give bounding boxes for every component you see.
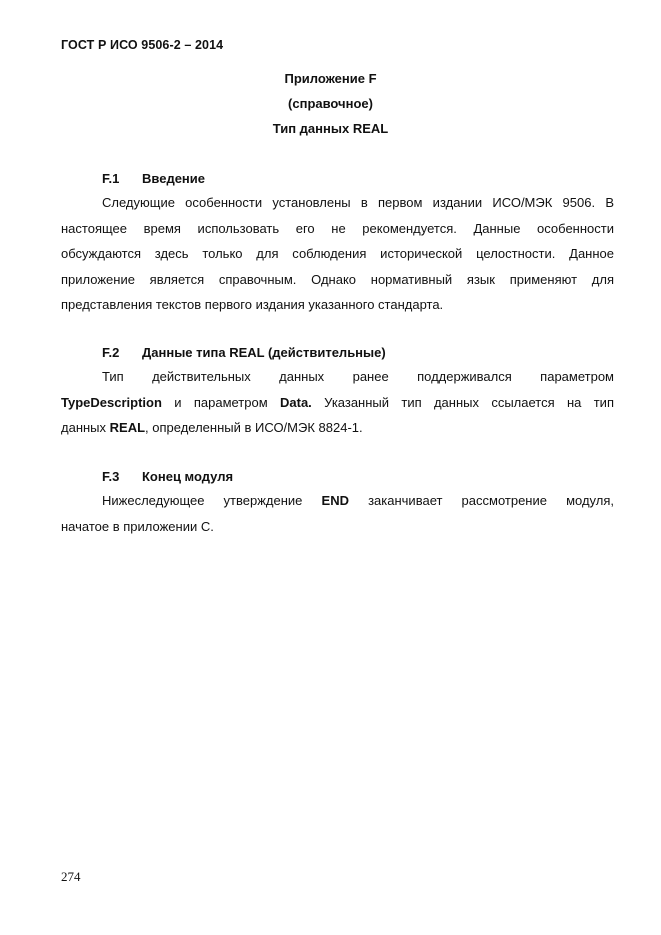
page-number: 274 xyxy=(61,869,81,884)
text-run: Указанный тип данных ссылается на тип xyxy=(311,394,614,410)
text-run: , определенный в ИСО/МЭК 8824-1. xyxy=(145,420,363,436)
bold-term: TypeDescription xyxy=(61,394,162,410)
bold-term: END xyxy=(321,493,349,508)
paragraph-line: настоящее время использовать его не рекомендуется. Данные особенности xyxy=(61,220,614,236)
section-number: F.1 xyxy=(102,171,120,186)
section-f2-paragraph xyxy=(61,364,614,441)
text-run: данных xyxy=(61,420,110,436)
section-heading-f2 xyxy=(102,345,386,360)
paragraph-line: обсуждаются здесь только для соблюдения исторической целостности. Данное xyxy=(61,246,614,262)
section-heading-f1 xyxy=(102,171,205,186)
document-header: ГОСТ Р ИСО 9506-2 – 2014 xyxy=(61,38,224,52)
section-f1-paragraph xyxy=(61,190,614,318)
annex-title: Приложение F xyxy=(284,71,377,86)
section-heading-f3 xyxy=(102,469,233,484)
paragraph-line: Тип действительных данных ранее поддерживался параметром xyxy=(102,369,614,384)
text-run: Нижеследующее утверждение xyxy=(102,493,322,508)
text-run: заканчивает рассмотрение модуля, xyxy=(348,493,614,508)
paragraph-line xyxy=(61,390,614,416)
section-number: F.2 xyxy=(102,345,120,360)
section-number: F.3 xyxy=(102,469,120,484)
section-f3-paragraph xyxy=(61,488,614,539)
paragraph-line: представления текстов первого издания указанного стандарта. xyxy=(61,297,444,313)
bold-term: Data. xyxy=(280,394,312,410)
section-title: Данные типа REAL (действительные) xyxy=(142,345,386,360)
section-title: Введение xyxy=(142,171,205,186)
annex-name: Тип данных REAL xyxy=(272,121,389,136)
paragraph-line: Следующие особенности установлены в первом издании ИСО/МЭК 9506. В xyxy=(102,195,614,210)
paragraph-line xyxy=(61,415,614,441)
text-run: и параметром xyxy=(161,394,280,410)
paragraph-line: приложение является справочным. Однако нормативный язык применяют для xyxy=(61,271,614,287)
paragraph-line xyxy=(61,488,614,514)
bold-term: REAL xyxy=(109,420,146,436)
annex-kind: (справочное) xyxy=(288,96,373,111)
section-title: Конец модуля xyxy=(142,469,234,484)
paragraph-line: начатое в приложении С. xyxy=(61,518,214,534)
